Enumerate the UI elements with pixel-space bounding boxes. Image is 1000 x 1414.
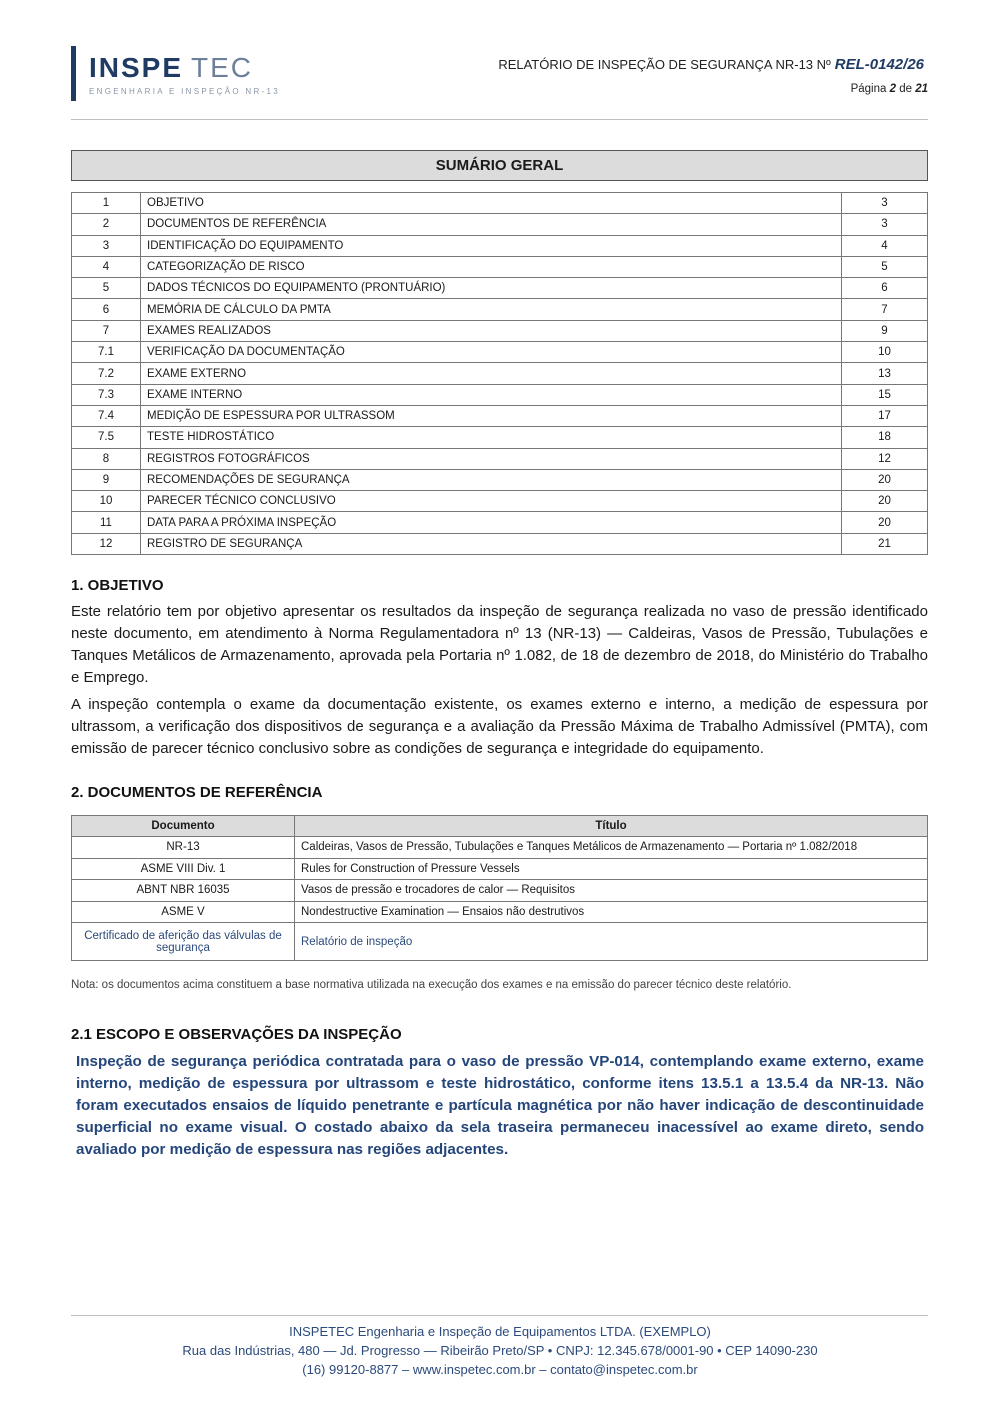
summary-item-page: 12 <box>842 448 928 469</box>
summary-item-label: REGISTROS FOTOGRÁFICOS <box>141 448 842 469</box>
summary-item-number: 1 <box>72 193 141 214</box>
reference-row <box>72 923 928 961</box>
summary-item-page: 20 <box>842 469 928 490</box>
summary-item-label: VERIFICAÇÃO DA DOCUMENTAÇÃO <box>141 342 842 363</box>
section-1-paragraph-2: A inspeção contempla o exame da documentação existente, os exames externo e interno, a medição de espessura por ultrassom, a verificação dos dispositivos de segurança e a avaliação da Pressão Máxima de Trabalho Admissível (PMTA), com emissão de parecer técnico conclusivo sobre as condições de segurança e integridade do equipamento. <box>71 696 928 757</box>
summary-item-label: DADOS TÉCNICOS DO EQUIPAMENTO (PRONTUÁRIO) <box>141 278 842 299</box>
reference-document: ASME VIII Div. 1 <box>72 858 295 880</box>
footer-contact: (16) 99120-8877 – www.inspetec.com.br – contato@inspetec.com.br <box>302 1362 698 1377</box>
summary-item-page: 5 <box>842 256 928 277</box>
inspection-scope-text: Inspeção de segurança periódica contratada para o vaso de pressão VP-014, contemplando exame externo, exame interno, medição de espessura por ultrassom e teste hidrostático, conforme itens 13.5.1 a 13.5.4 da NR-13. Não foram executados ensaios de líquido penetrante e partícula magnética por não haver indicação de descontinuidade superficial no exame visual. O costado abaixo da sela traseira permaneceu inacessível ao exame direto, sendo avaliado por medição de espessura nas regiões adjacentes. <box>76 1053 924 1158</box>
summary-row <box>72 427 928 448</box>
summary-item-number: 12 <box>72 533 141 554</box>
summary-row <box>72 512 928 533</box>
footer-address: Rua das Indústrias, 480 — Jd. Progresso — Ribeirão Preto/SP • CNPJ: 12.345.678/0001-90 • CEP 14090-230 <box>182 1343 818 1358</box>
summary-item-label: REGISTRO DE SEGURANÇA <box>141 533 842 554</box>
summary-item-label: MEDIÇÃO DE ESPESSURA POR ULTRASSOM <box>141 405 842 426</box>
reference-title: Nondestructive Examination — Ensaios não destrutivos <box>295 901 928 923</box>
summary-row <box>72 235 928 256</box>
reference-row <box>72 880 928 902</box>
summary-item-number: 3 <box>72 235 141 256</box>
reference-document: ASME V <box>72 901 295 923</box>
summary-item-number: 5 <box>72 278 141 299</box>
page-indicator: Página 2 de 21 <box>850 83 928 95</box>
summary-item-label: MEMÓRIA DE CÁLCULO DA PMTA <box>141 299 842 320</box>
summary-item-number: 7.1 <box>72 342 141 363</box>
section-2-1-heading: 2.1 ESCOPO E OBSERVAÇÕES DA INSPEÇÃO <box>71 1026 402 1043</box>
summary-item-page: 17 <box>842 405 928 426</box>
reference-row <box>72 837 928 859</box>
summary-row <box>72 448 928 469</box>
summary-item-page: 21 <box>842 533 928 554</box>
column-header-title: Título <box>295 816 928 837</box>
summary-item-number: 7.3 <box>72 384 141 405</box>
summary-row <box>72 320 928 341</box>
summary-item-page: 15 <box>842 384 928 405</box>
summary-item-page: 9 <box>842 320 928 341</box>
summary-row <box>72 405 928 426</box>
summary-item-number: 8 <box>72 448 141 469</box>
section-1-heading: 1. OBJETIVO <box>71 577 164 594</box>
summary-item-label: PARECER TÉCNICO CONCLUSIVO <box>141 491 842 512</box>
footer-company: INSPETEC Engenharia e Inspeção de Equipamentos LTDA. (EXEMPLO) <box>289 1324 711 1339</box>
reference-row <box>72 901 928 923</box>
summary-table <box>71 192 928 555</box>
summary-item-number: 11 <box>72 512 141 533</box>
summary-item-label: EXAME INTERNO <box>141 384 842 405</box>
summary-item-number: 6 <box>72 299 141 320</box>
summary-item-label: EXAME EXTERNO <box>141 363 842 384</box>
reference-documents-table <box>71 815 928 961</box>
summary-item-number: 7.4 <box>72 405 141 426</box>
reference-title: Rules for Construction of Pressure Vessels <box>295 858 928 880</box>
summary-row <box>72 363 928 384</box>
summary-item-page: 3 <box>842 214 928 235</box>
summary-row <box>72 384 928 405</box>
summary-item-page: 4 <box>842 235 928 256</box>
summary-item-label: IDENTIFICAÇÃO DO EQUIPAMENTO <box>141 235 842 256</box>
summary-item-page: 7 <box>842 299 928 320</box>
section-2-heading: 2. DOCUMENTOS DE REFERÊNCIA <box>71 784 323 801</box>
summary-item-page: 20 <box>842 512 928 533</box>
summary-item-number: 4 <box>72 256 141 277</box>
summary-row <box>72 491 928 512</box>
summary-item-label: TESTE HIDROSTÁTICO <box>141 427 842 448</box>
summary-row <box>72 278 928 299</box>
summary-item-label: CATEGORIZAÇÃO DE RISCO <box>141 256 842 277</box>
summary-row <box>72 533 928 554</box>
summary-row <box>72 342 928 363</box>
summary-item-label: OBJETIVO <box>141 193 842 214</box>
report-title: RELATÓRIO DE INSPEÇÃO DE SEGURANÇA NR-13 Nº REL-0142/26 <box>498 56 924 73</box>
reference-title: Caldeiras, Vasos de Pressão, Tubulações e Tanques Metálicos de Armazenamento — Portaria nº 1.082/2018 <box>295 837 928 859</box>
report-number: REL-0142/26 <box>834 56 924 73</box>
summary-row <box>72 193 928 214</box>
summary-title: SUMÁRIO GERAL <box>71 150 928 181</box>
reference-row <box>72 858 928 880</box>
summary-item-label: DOCUMENTOS DE REFERÊNCIA <box>141 214 842 235</box>
summary-item-number: 7 <box>72 320 141 341</box>
reference-title: Vasos de pressão e trocadores de calor — Requisitos <box>295 880 928 902</box>
summary-row <box>72 256 928 277</box>
summary-item-page: 6 <box>842 278 928 299</box>
page-header <box>71 46 928 120</box>
reference-document: Certificado de aferição das válvulas de segurança <box>72 923 295 961</box>
summary-item-label: EXAMES REALIZADOS <box>141 320 842 341</box>
logo-subtitle: ENGENHARIA E INSPEÇÃO NR-13 <box>89 87 281 96</box>
summary-item-page: 10 <box>842 342 928 363</box>
summary-row <box>72 299 928 320</box>
summary-item-page: 18 <box>842 427 928 448</box>
summary-item-number: 7.2 <box>72 363 141 384</box>
column-header-document: Documento <box>72 816 295 837</box>
logo-bar <box>71 46 76 101</box>
summary-item-number: 10 <box>72 491 141 512</box>
reference-document: ABNT NBR 16035 <box>72 880 295 902</box>
summary-item-number: 7.5 <box>72 427 141 448</box>
reference-document: NR-13 <box>72 837 295 859</box>
summary-item-label: RECOMENDAÇÕES DE SEGURANÇA <box>141 469 842 490</box>
summary-item-number: 2 <box>72 214 141 235</box>
summary-item-page: 13 <box>842 363 928 384</box>
summary-item-number: 9 <box>72 469 141 490</box>
summary-item-page: 20 <box>842 491 928 512</box>
summary-row <box>72 214 928 235</box>
summary-row <box>72 469 928 490</box>
reference-note: Nota: os documentos acima constituem a base normativa utilizada na execução dos exames e na emissão do parecer técnico deste relatório. <box>71 979 792 991</box>
summary-item-label: DATA PARA A PRÓXIMA INSPEÇÃO <box>141 512 842 533</box>
summary-item-page: 3 <box>842 193 928 214</box>
section-1-paragraph-1: Este relatório tem por objetivo apresentar os resultados da inspeção de segurança realizada no vaso de pressão identificado neste documento, em atendimento à Norma Regulamentadora nº 13 (NR-13) — Caldeiras, Vasos de Pressão, Tubulações e Tanques Metálicos de Armazenamento, aprovada pela Portaria nº 1.082, de 18 de dezembro de 2018, do Ministério do Trabalho e Emprego. <box>71 603 928 686</box>
reference-title: Relatório de inspeção <box>295 923 928 961</box>
company-logo: INSPE TEC <box>89 52 254 83</box>
footer-divider <box>71 1315 928 1316</box>
